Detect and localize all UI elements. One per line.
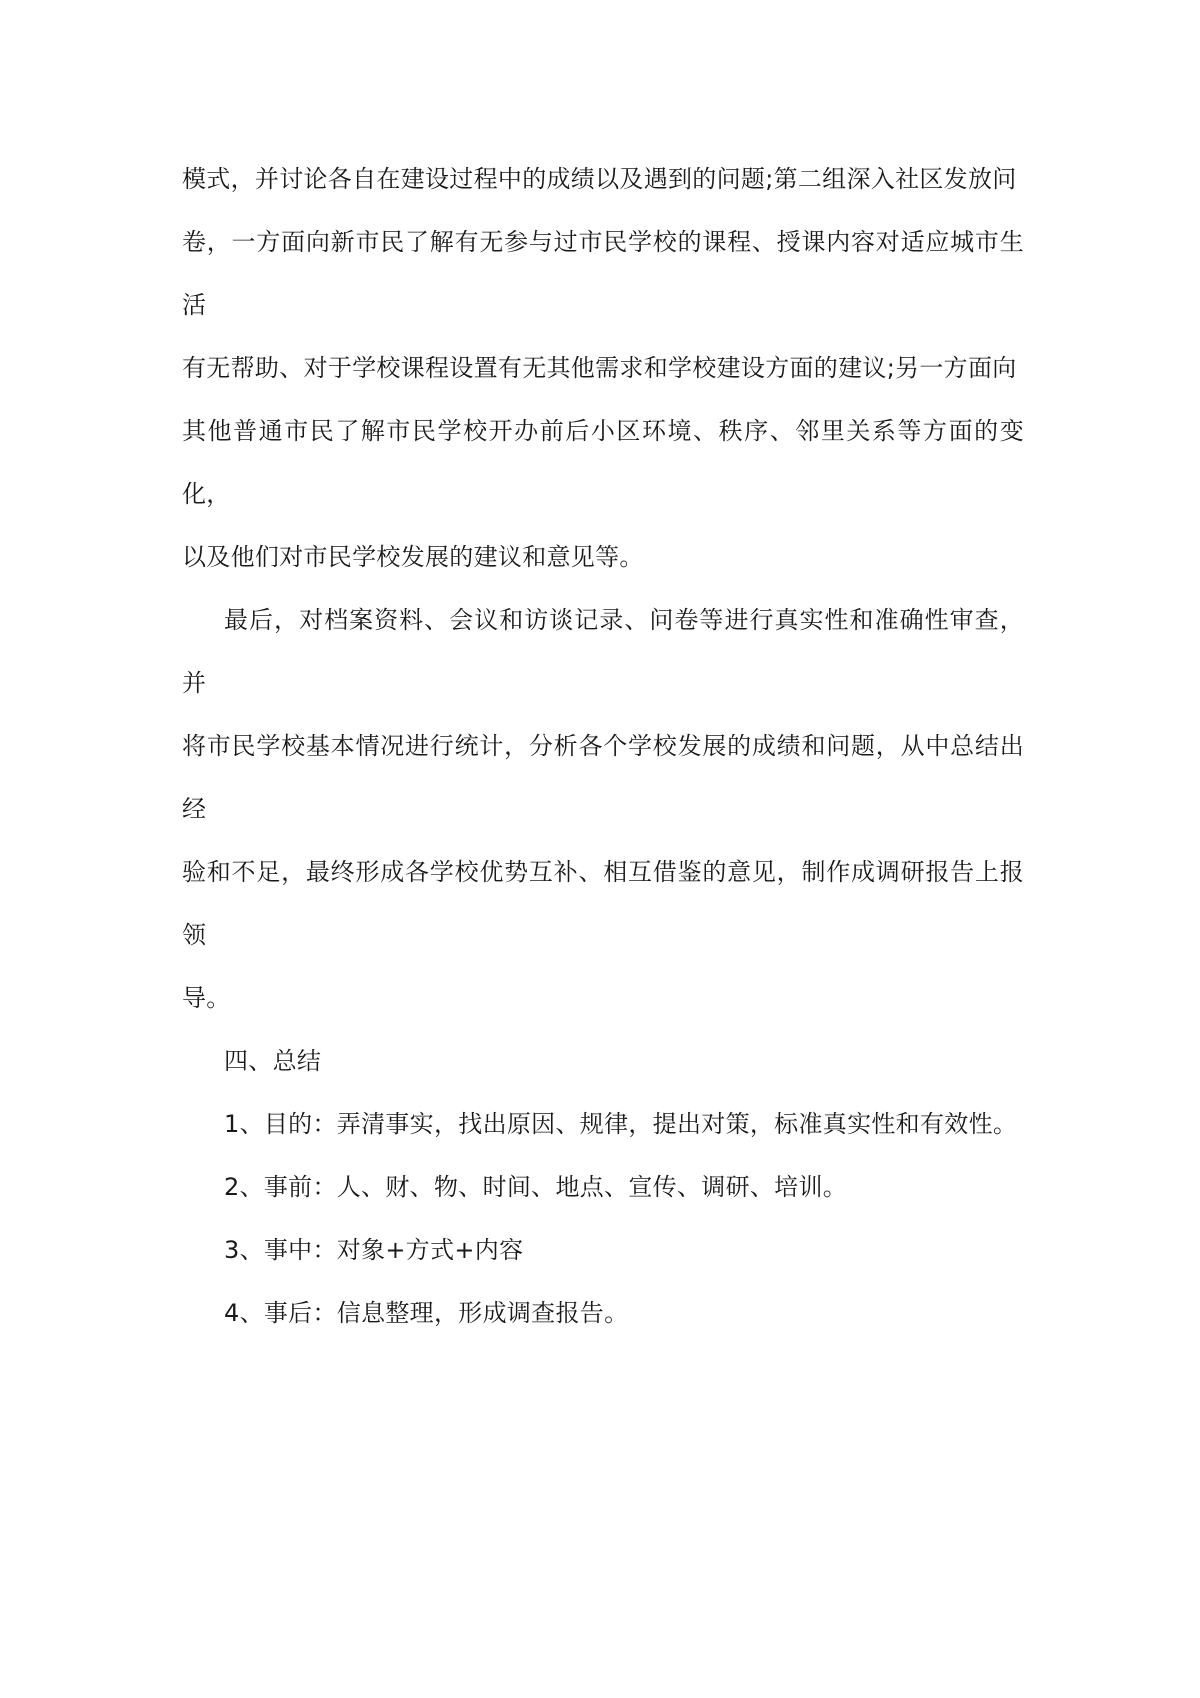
section-heading: 四、总结: [224, 1047, 322, 1075]
text-line: 模式，并讨论各自在建设过程中的成绩以及遇到的问题;第二组深入社区发放问: [182, 165, 1017, 193]
summary-item-1: 1、目的：弄清事实，找出原因、规律，提出对策，标准真实性和有效性。: [224, 1110, 1018, 1138]
text-line: 以及他们对市民学校发展的建议和意见等。: [182, 543, 644, 571]
text-line: 有无帮助、对于学校课程设置有无其他需求和学校建设方面的建议;另一方面向: [182, 354, 1017, 382]
document-page: [182, 148, 1024, 1345]
body-paragraph-2: [182, 589, 1024, 1030]
text-line: 其他普通市民了解市民学校开办前后小区环境、秩序、邻里关系等方面的变化，: [182, 417, 1024, 508]
summary-item-3: 3、事中：对象+方式+内容: [224, 1236, 524, 1264]
text-line: 最后，对档案资料、会议和访谈记录、问卷等进行真实性和准确性审查，并: [182, 606, 1024, 697]
text-line: 卷，一方面向新市民了解有无参与过市民学校的课程、授课内容对适应城市生活: [182, 228, 1024, 319]
text-line: 导。: [182, 984, 231, 1012]
summary-item-2: 2、事前：人、财、物、时间、地点、宣传、调研、培训。: [224, 1173, 848, 1201]
summary-item-4: 4、事后：信息整理，形成调查报告。: [224, 1299, 629, 1327]
text-line: 将市民学校基本情况进行统计，分析各个学校发展的成绩和问题，从中总结出经: [182, 732, 1024, 823]
body-paragraph-1: [182, 148, 1024, 589]
text-line: 验和不足，最终形成各学校优势互补、相互借鉴的意见，制作成调研报告上报领: [182, 858, 1024, 949]
